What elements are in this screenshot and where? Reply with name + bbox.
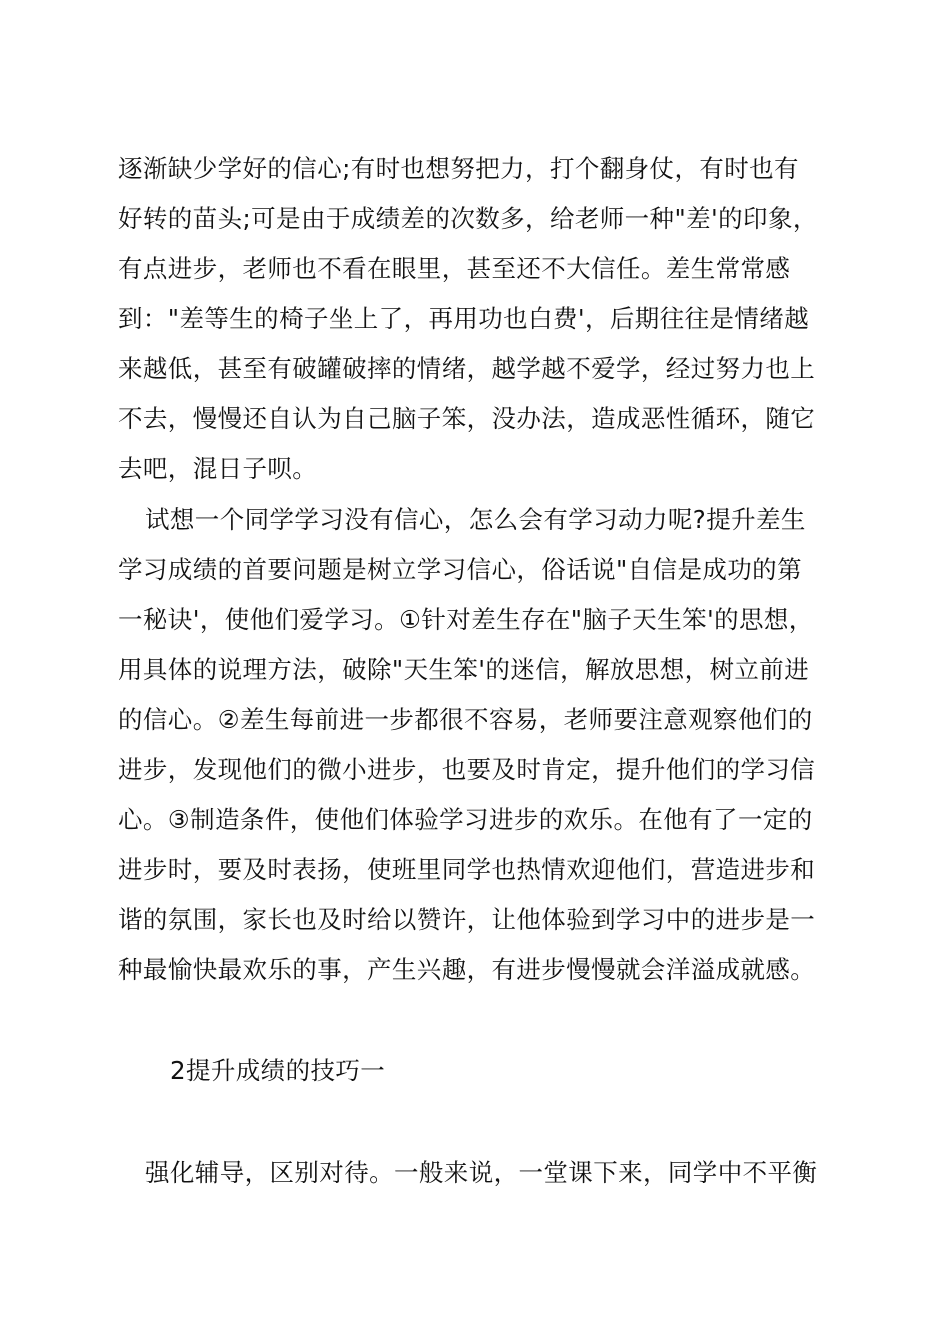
- text-line: 进步，发现他们的微小进步，也要及时肯定，提升他们的学习信: [118, 755, 816, 784]
- text-line: 进步时，要及时表扬，使班里同学也热情欢迎他们，营造进步和: [118, 855, 816, 884]
- text-line: 种最愉快最欢乐的事，产生兴趣，有进步慢慢就会洋溢成就感。: [118, 955, 816, 984]
- text-line: 用具体的说理方法，破除"天生笨'的迷信，解放思想，树立前进: [118, 655, 810, 684]
- text-line: 试想一个同学学习没有信心，怎么会有学习动力呢?提升差生: [145, 505, 806, 534]
- text-line: 心。③制造条件，使他们体验学习进步的欢乐。在他有了一定的: [118, 805, 813, 834]
- section-heading: 2提升成绩的技巧一: [170, 1056, 386, 1085]
- text-line: 来越低，甚至有破罐破摔的情绪，越学越不爱学，经过努力也上: [118, 354, 816, 383]
- text-line: 去吧，混日子呗。: [118, 454, 318, 483]
- text-line: 一秘诀'，使他们爱学习。①针对差生存在"脑子天生笨'的思想，: [118, 605, 814, 634]
- text-line: 好转的苗头;可是由于成绩差的次数多，给老师一种"差'的印象，: [118, 204, 818, 233]
- text-line: 逐渐缺少学好的信心;有时也想努把力，打个翻身仗，有时也有: [118, 154, 799, 183]
- text-line: 不去，慢慢还自认为自己脑子笨，没办法，造成恶性循环，随它: [118, 404, 816, 433]
- text-line: 有点进步，老师也不看在眼里，甚至还不大信任。差生常常感: [118, 254, 791, 283]
- text-line: 到："差等生的椅子坐上了，再用功也白费'，后期往往是情绪越: [118, 304, 810, 333]
- text-line: 学习成绩的首要问题是树立学习信心，俗话说"自信是成功的第: [118, 555, 802, 584]
- text-line: 谐的氛围，家长也及时给以赞许，让他体验到学习中的进步是一: [118, 905, 816, 934]
- text-line: 的信心。②差生每前进一步都很不容易，老师要注意观察他们的: [118, 705, 813, 734]
- text-line: 强化辅导，区别对待。一般来说，一堂课下来，同学中不平衡: [145, 1158, 818, 1187]
